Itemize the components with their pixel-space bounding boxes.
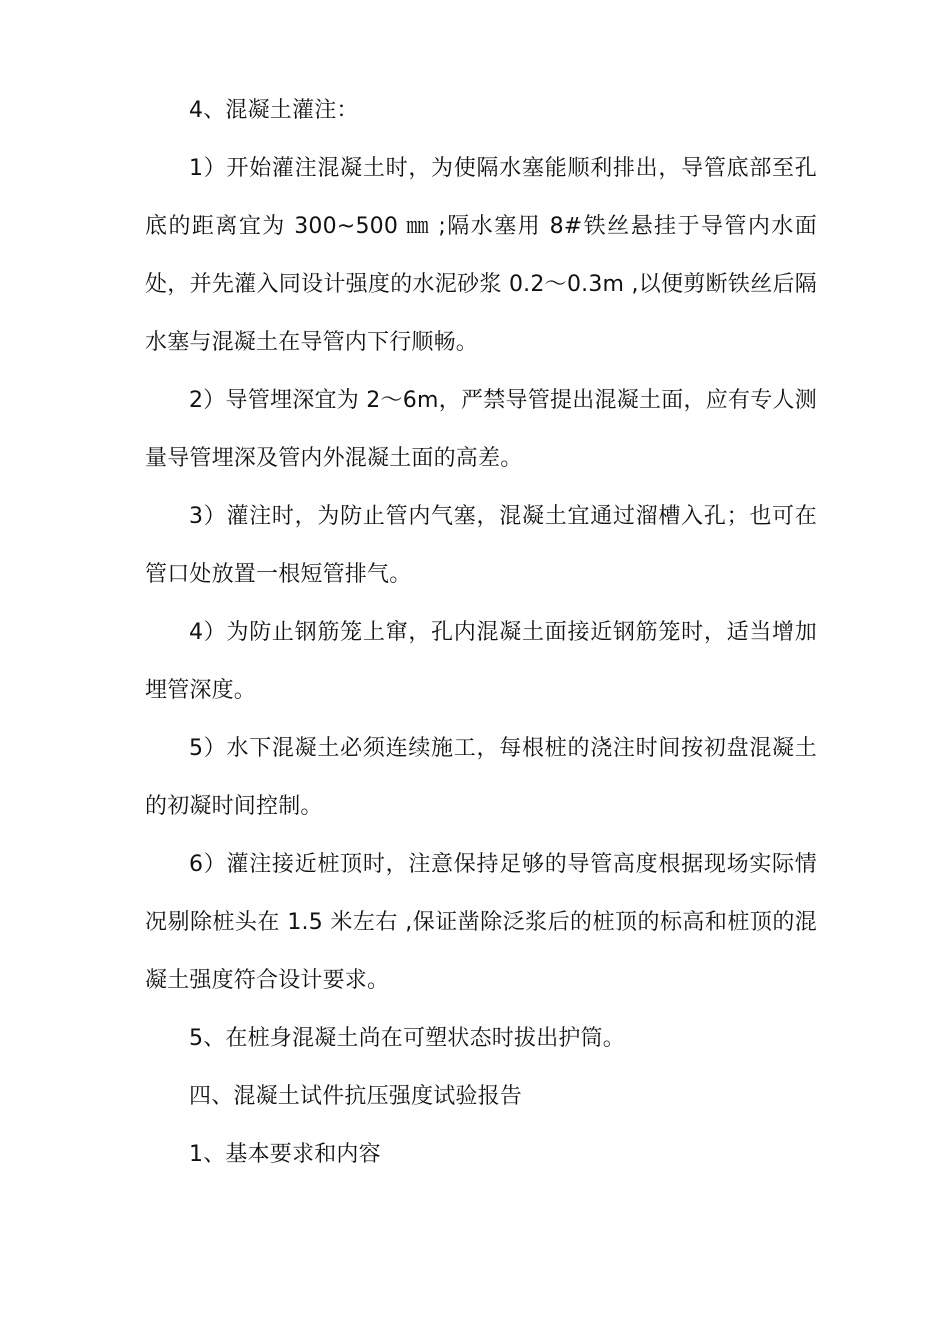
section-heading-casing-removal: 5、在桩身混凝土尚在可塑状态时拔出护筒。 xyxy=(189,1026,625,1051)
document-body xyxy=(145,82,817,1184)
section-heading-concrete-pouring: 4、混凝土灌注： xyxy=(189,98,359,123)
chapter-heading-test-report: 四、混凝土试件抗压强度试验报告 xyxy=(189,1084,523,1109)
paragraph-step-6: 6）灌注接近桩顶时，注意保持足够的导管高度根据现场实际情况剔除桩头在 1.5 米左右 ,保证凿除泛浆后的桩顶的标高和桩顶的混凝土强度符合设计要求。 xyxy=(145,852,817,993)
paragraph-step-5: 5）水下混凝土必须连续施工，每根桩的浇注时间按初盘混凝土的初凝时间控制。 xyxy=(145,736,817,819)
paragraph-step-4: 4）为防止钢筋笼上窜，孔内混凝土面接近钢筋笼时，适当增加埋管深度。 xyxy=(145,620,817,703)
paragraph-step-1: 1）开始灌注混凝土时，为使隔水塞能顺利排出，导管底部至孔底的距离宜为 300~500 ㎜ ;隔水塞用 8#铁丝悬挂于导管内水面处，并先灌入同设计强度的水泥砂浆 0.2～0.3m ,以便剪断铁丝后隔水塞与混凝土在导管内下行顺畅。 xyxy=(145,156,817,355)
section-heading-basic-requirements: 1、基本要求和内容 xyxy=(189,1142,381,1167)
paragraph-step-2: 2）导管埋深宜为 2～6m，严禁导管提出混凝土面，应有专人测量导管埋深及管内外混凝土面的高差。 xyxy=(145,388,817,471)
paragraph-step-3: 3）灌注时，为防止管内气塞，混凝土宜通过溜槽入孔；也可在管口处放置一根短管排气。 xyxy=(145,504,817,587)
